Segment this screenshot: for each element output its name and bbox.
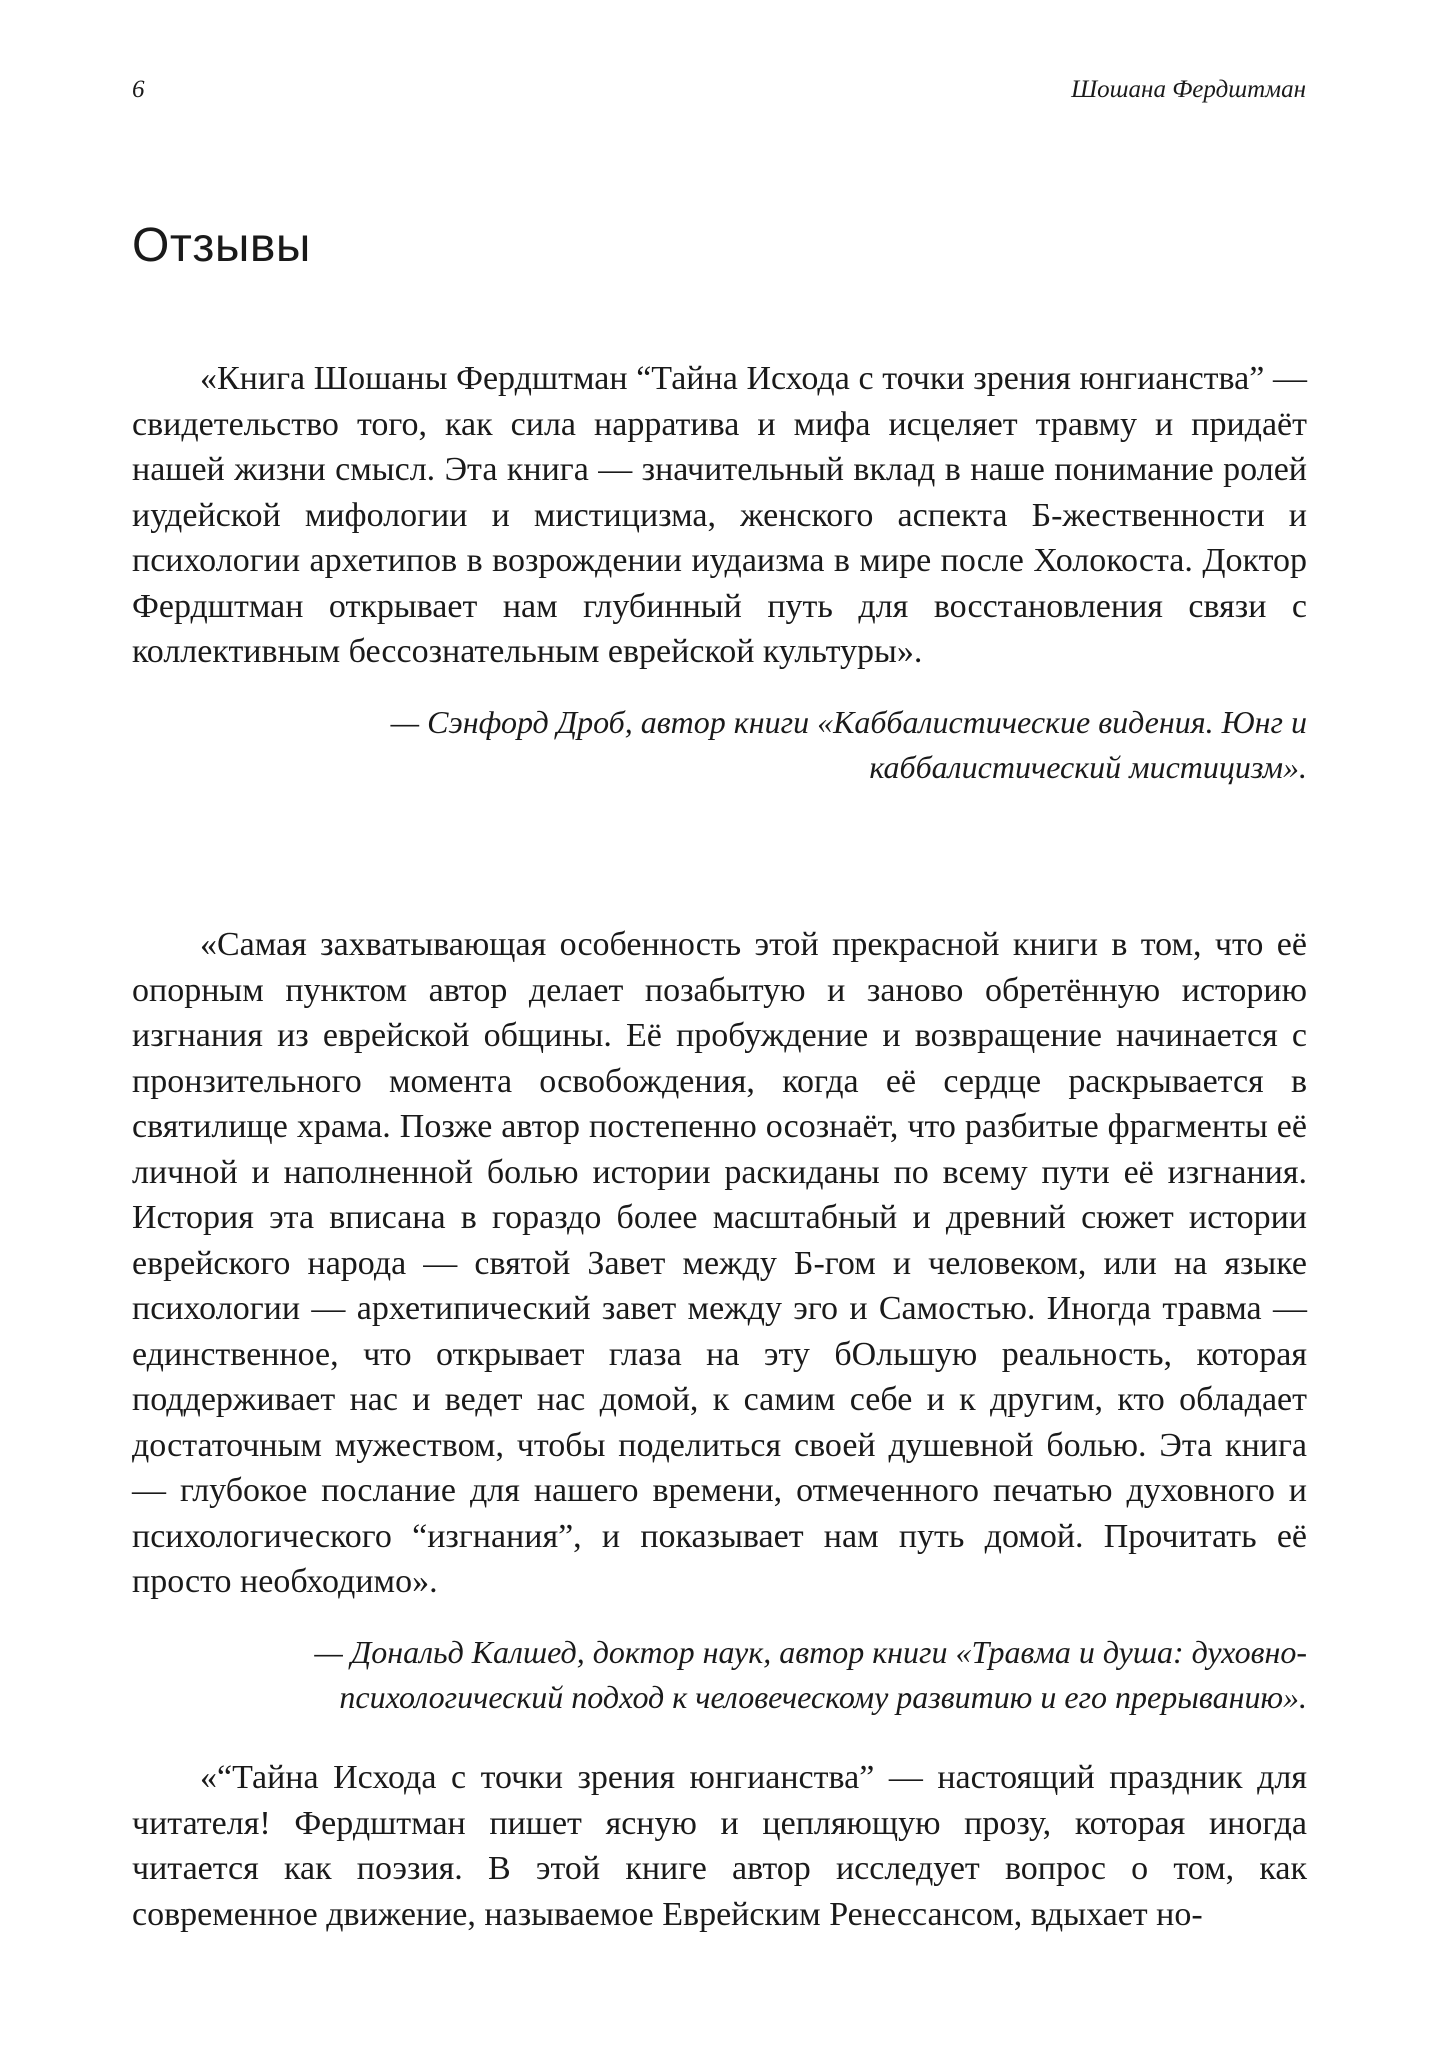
page-number: 6 — [132, 76, 145, 103]
review-2-text: «Самая захватывающая особенность этой прекрасной книги в том, что её опорным пунктом автор делает позабытую и заново обретённую историю изгнания из еврейской общины. Её пробуждение и возвращение начинается с пронзительного момента освобождения, когда её сердце раскрывается в святилище храма. Позже автор постепенно осознаёт, что разбитые фрагменты её личной и наполненной болью истории раскиданы по всему пути её изгнания. История эта вписана в гораздо более масштабный и древний сюжет истории еврейского народа — святой Завет между Б-гом и человеком, или на языке психологии — архетипический завет между эго и Самостью. Иногда травма — единственное, что открывает глаза на эту бОльшую реальность, которая поддерживает нас и ведет нас домой, к самим себе и к другим, кто обладает достаточным мужеством, чтобы поделиться своей душевной болью. Эта книга — глубокое послание для нашего времени, отмеченного печатью духовного и психологического “изгнания”, и показывает нам путь домой. Прочитать её просто необходимо». — [132, 926, 1307, 1600]
running-head-author: Шошана Фердштман — [1071, 76, 1306, 103]
review-3-text: «“Тайна Исхода с точки зрения юнгианства” — настоящий праздник для читателя! Фердштман пишет ясную и цепляющую прозу, которая иногда читается как поэзия. В этой книге автор исследует вопрос о том, как современное движение, называемое Еврейским Ренессансом, вдыхает но- — [132, 1759, 1307, 1933]
review-2 — [132, 922, 1307, 1721]
review-1 — [132, 356, 1307, 791]
section-title: Отзывы — [132, 219, 311, 272]
review-3 — [132, 1755, 1307, 1937]
review-2-attribution: — Дональд Калшед, доктор наук, автор книги «Травма и душа: духовно-психологический подход к человеческому развитию и его прерыванию». — [314, 1633, 1307, 1715]
review-1-text: «Книга Шошаны Фердштман “Тайна Исхода с точки зрения юнгианства” — свидетельство того, как сила нарратива и мифа исцеляет травму и придаёт нашей жизни смысл. Эта книга — значительный вклад в наше понимание ролей иудейской мифологии и мистицизма, женского аспекта Б-жественности и психологии архетипов в возрождении иудаизма в мире после Холокоста. Доктор Фердштман открывает нам глубинный путь для восстановления связи с коллективным бессознательным еврейской культуры». — [132, 360, 1307, 670]
review-1-attribution: — Сэнфорд Дроб, автор книги «Каббалистические видения. Юнг и каббалистический мистицизм». — [390, 703, 1307, 785]
